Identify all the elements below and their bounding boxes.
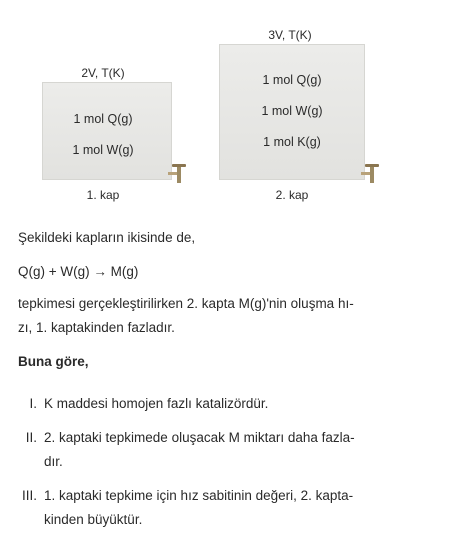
option-3-text-line-2: kinden büyüktür.	[44, 512, 143, 527]
vessel-1	[42, 82, 172, 180]
option-3-numeral: III.	[21, 488, 37, 503]
option-3-text-line-1: 1. kaptaki tepkime için hız sabitinin değeri, 2. kapta-	[44, 488, 354, 503]
reaction-equation: Q(g) + W(g) → M(g)	[18, 264, 139, 279]
option-2-numeral: II.	[25, 430, 37, 445]
vessel-2-conditions: 3V, T(K)	[268, 28, 312, 42]
vessel-1-gas-w: 1 mol W(g)	[72, 143, 134, 157]
vessel-1-valve-icon	[168, 160, 188, 184]
vessel-1-conditions: 2V, T(K)	[81, 66, 125, 80]
option-1-numeral: I.	[29, 396, 37, 411]
option-1-text: K maddesi homojen fazlı katalizördür.	[44, 396, 269, 411]
vessel-2-gas-k: 1 mol K(g)	[263, 135, 321, 149]
vessel-2-caption: 2. kap	[275, 188, 309, 202]
question-intro: Şekildeki kapların ikisinde de,	[18, 230, 196, 245]
statement-line-2: zı, 1. kaptakinden fazladır.	[18, 320, 175, 335]
vessel-1-gas-q: 1 mol Q(g)	[73, 112, 133, 126]
vessel-2-valve-icon	[361, 160, 381, 184]
vessel-2-gas-q: 1 mol Q(g)	[262, 73, 322, 87]
option-2-text-line-2: dır.	[44, 454, 63, 469]
vessel-2-gas-w: 1 mol W(g)	[261, 104, 323, 118]
vessel-1-caption: 1. kap	[86, 188, 120, 202]
question-prompt: Buna göre,	[18, 354, 89, 369]
option-2-text-line-1: 2. kaptaki tepkimede oluşacak M miktarı daha fazla-	[44, 430, 355, 445]
statement-line-1: tepkimesi gerçekleştirilirken 2. kapta M(g)'nin oluşma hı-	[18, 296, 354, 311]
